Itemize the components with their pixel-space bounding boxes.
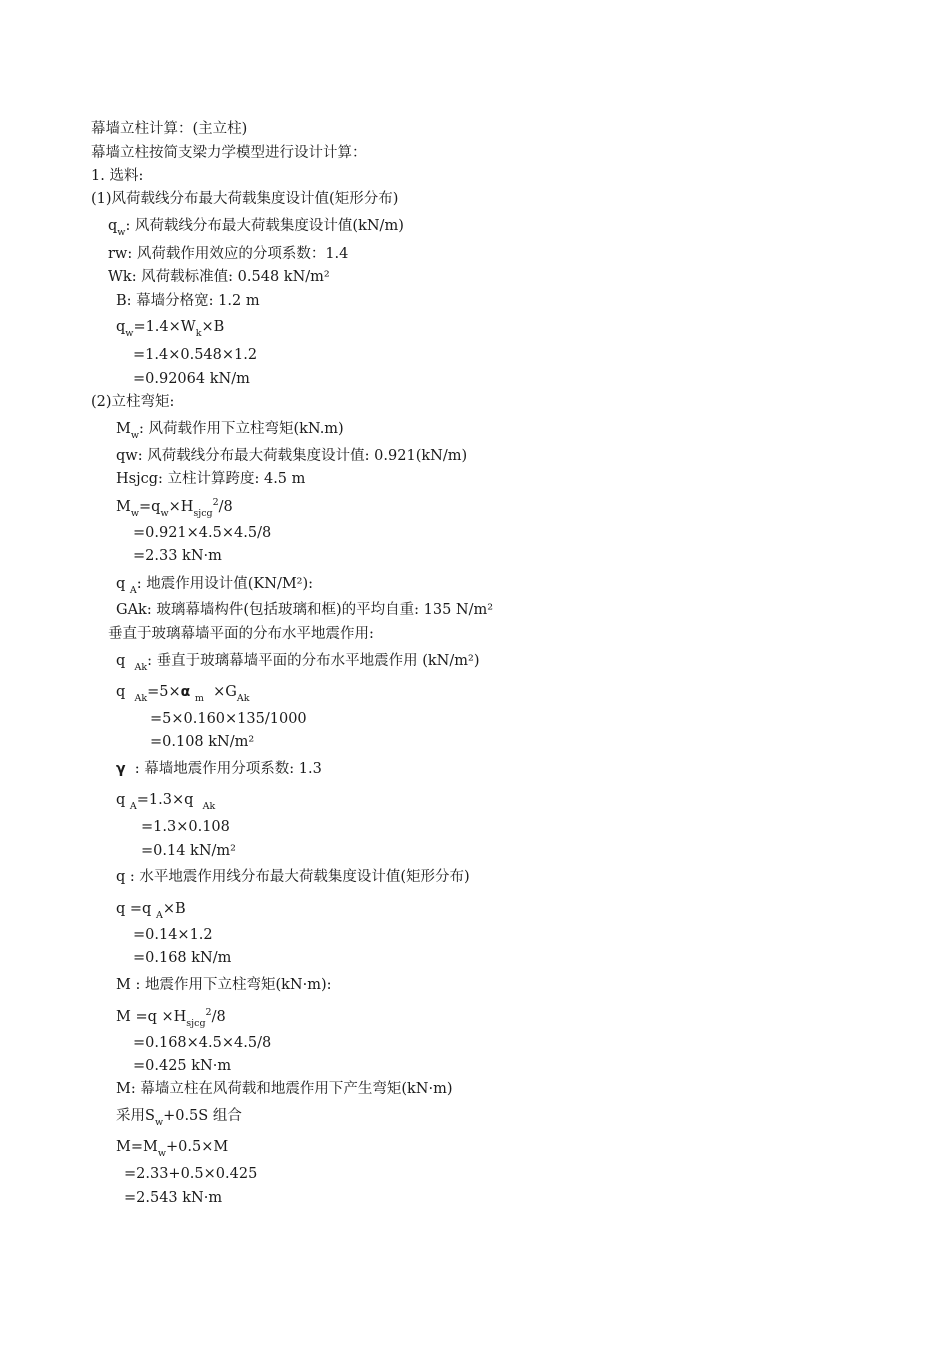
qe-formula-step: =0.14×1.2 (133, 927, 213, 943)
qe-formula: q =q $_A$×B (116, 901, 186, 921)
combination-rule: 采用$S_w+0.5S$ 组合 (116, 1108, 242, 1128)
wk-definition: Wk: 风荷载标准值: 0.548 kN/m² (108, 269, 330, 285)
mw-formula-step: =0.921×4.5×4.5/8 (133, 525, 272, 541)
rw-definition: rw: 风荷载作用效应的分项系数：1.4 (108, 246, 349, 262)
me-formula-result: =0.425 kN·m (133, 1058, 232, 1074)
seismic-subheading: 垂直于玻璃幕墙平面的分布水平地震作用: (108, 626, 374, 642)
qa-formula-result: =0.14 kN/m² (141, 843, 236, 859)
combined-formula-result: =2.543 kN·m (124, 1190, 223, 1206)
me-formula-step: =0.168×4.5×4.5/8 (133, 1035, 272, 1051)
qe-formula-result: =0.168 kN/m (133, 950, 232, 966)
qak-formula-result: =0.108 kN/m² (150, 734, 255, 750)
gak-definition: GAk: 玻璃幕墙构件(包括玻璃和框)的平均自重: 135 N/m² (116, 602, 494, 618)
b-definition: B: 幕墙分格宽: 1.2 m (116, 293, 260, 309)
qw-definition: $q_w$: 风荷载线分布最大荷载集度设计值(kN/m) (108, 218, 404, 238)
qa-formula: q $_A$=1.3×q $_{Ak}$ (116, 792, 216, 812)
mw-definition: $M_w$: 风荷载作用下立柱弯矩(kN.m) (116, 421, 344, 441)
mw-formula: $M_w=q_w\times H_{sjcg}^2/8$ (116, 497, 233, 519)
moment-heading: (2)立柱弯矩: (91, 394, 175, 410)
qak-formula: q $_{Ak}$=5×α $_m \times G_{Ak}$ (116, 684, 250, 704)
wind-heading: (1)风荷载线分布最大荷载集度设计值(矩形分布) (91, 191, 399, 207)
doc-title: 幕墙立柱计算：(主立柱) (91, 121, 248, 137)
span-definition: Hsjcg: 立柱计算跨度: 4.5 m (116, 471, 306, 487)
qa-formula-step: =1.3×0.108 (141, 819, 230, 835)
combined-formula-step: =2.33+0.5×0.425 (124, 1166, 258, 1182)
qw-formula-result: =0.92064 kN/m (133, 371, 250, 387)
qw-value-line: qw: 风荷载线分布最大荷载集度设计值: 0.921(kN/m) (116, 448, 468, 464)
combined-moment-definition: M: 幕墙立柱在风荷载和地震作用下产生弯矩(kN·m) (116, 1081, 453, 1097)
me-formula: $M =q \times H_{sjcg}^2/8$ (116, 1007, 226, 1029)
intro-text: 幕墙立柱按简支梁力学模型进行设计计算： (91, 145, 367, 161)
mw-formula-result: =2.33 kN·m (133, 548, 222, 564)
qak-definition: q $_{Ak}$: 垂直于玻璃幕墙平面的分布水平地震作用 (kN/m²) (116, 653, 480, 673)
qe-definition: q : 水平地震作用线分布最大荷载集度设计值(矩形分布) (116, 869, 470, 885)
gamma-definition: γ : 幕墙地震作用分项系数: 1.3 (116, 761, 322, 777)
combined-formula: $M=M_w+0.5\times M$ (116, 1139, 229, 1159)
qw-formula: $q_w=1.4\times W_k\times B$ (116, 319, 225, 339)
me-definition: M : 地震作用下立柱弯矩(kN·m): (116, 977, 332, 993)
qa-definition: q $_A$: 地震作用设计值(KN/M²): (116, 576, 314, 596)
qw-formula-step: =1.4×0.548×1.2 (133, 347, 258, 363)
qak-formula-step: =5×0.160×135/1000 (150, 711, 307, 727)
section-heading: 1. 选料: (91, 168, 144, 184)
